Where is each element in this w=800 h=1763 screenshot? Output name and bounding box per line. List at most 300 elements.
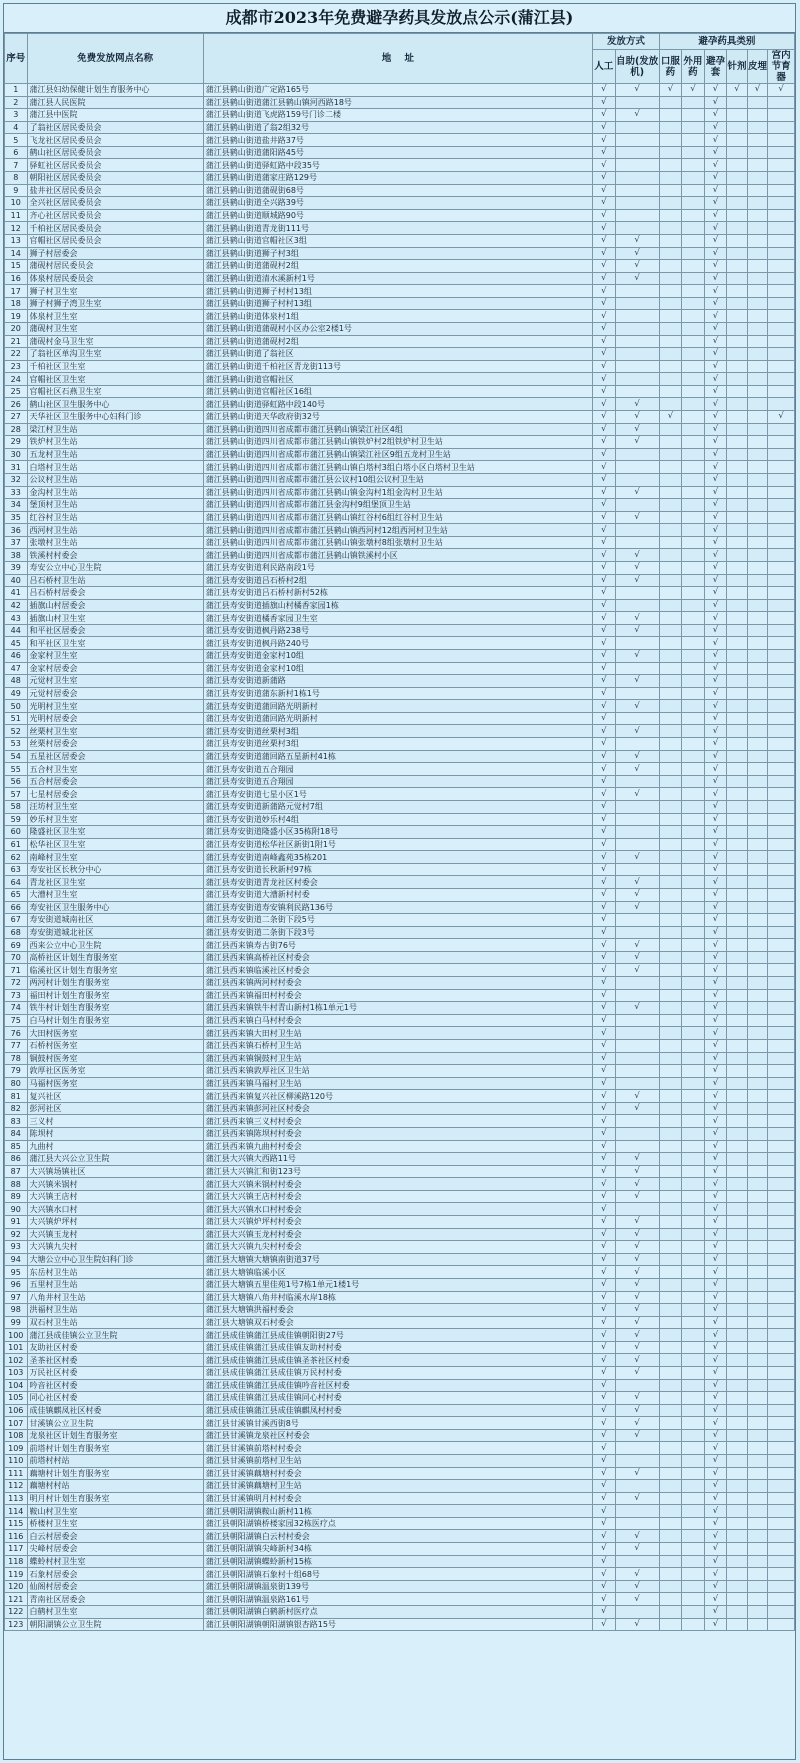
check-condom: √ <box>704 1316 727 1329</box>
check-iud <box>768 738 795 751</box>
site-name: 蒲江县人民医院 <box>27 96 203 109</box>
check-iud <box>768 561 795 574</box>
check-oral <box>659 1027 682 1040</box>
row-number: 36 <box>5 524 28 537</box>
row-number: 121 <box>5 1593 28 1606</box>
check-oral <box>659 1329 682 1342</box>
check-external <box>682 511 705 524</box>
check-external <box>682 1291 705 1304</box>
row-number: 34 <box>5 499 28 512</box>
check-iud <box>768 260 795 273</box>
check-machine <box>615 1052 659 1065</box>
check-iud <box>768 687 795 700</box>
check-iud <box>768 637 795 650</box>
check-machine <box>615 1140 659 1153</box>
site-address: 蒲江县西来镇石桥村卫生站 <box>203 1039 592 1052</box>
check-iud <box>768 1341 795 1354</box>
check-iud <box>768 1027 795 1040</box>
check-condom: √ <box>704 297 727 310</box>
check-oral <box>659 750 682 763</box>
check-oral <box>659 536 682 549</box>
check-iud <box>768 197 795 210</box>
check-machine <box>615 209 659 222</box>
check-injection <box>727 385 747 398</box>
check-implant <box>747 222 767 235</box>
check-condom: √ <box>704 146 727 159</box>
check-implant <box>747 687 767 700</box>
check-manual: √ <box>593 1366 616 1379</box>
check-iud <box>768 360 795 373</box>
check-manual: √ <box>593 1178 616 1191</box>
check-oral <box>659 1618 682 1631</box>
table-row <box>5 951 795 964</box>
site-name: 蒲砚村金马卫生室 <box>27 335 203 348</box>
site-name: 和平社区卫生室 <box>27 637 203 650</box>
check-injection <box>727 574 747 587</box>
check-manual: √ <box>593 1354 616 1367</box>
check-implant <box>747 109 767 122</box>
check-iud <box>768 184 795 197</box>
site-name: 仙阁村居委会 <box>27 1580 203 1593</box>
check-machine <box>615 322 659 335</box>
check-oral <box>659 599 682 612</box>
check-external <box>682 1480 705 1493</box>
check-external <box>682 1102 705 1115</box>
check-manual: √ <box>593 1102 616 1115</box>
site-name: 藕塘村村站 <box>27 1480 203 1493</box>
table-row <box>5 1442 795 1455</box>
site-name: 体泉村居民委员会 <box>27 272 203 285</box>
check-oral <box>659 461 682 474</box>
check-injection <box>727 1304 747 1317</box>
check-external <box>682 574 705 587</box>
check-oral <box>659 561 682 574</box>
check-machine <box>615 863 659 876</box>
check-injection <box>727 297 747 310</box>
check-oral <box>659 322 682 335</box>
check-condom: √ <box>704 109 727 122</box>
check-machine: √ <box>615 750 659 763</box>
check-machine <box>615 1203 659 1216</box>
check-implant <box>747 360 767 373</box>
check-injection <box>727 1241 747 1254</box>
site-address: 蒲江县鹤山街道蒲砚街68号 <box>203 184 592 197</box>
site-name: 明月村计划生育服务室 <box>27 1492 203 1505</box>
check-external <box>682 297 705 310</box>
check-oral <box>659 1115 682 1128</box>
check-machine <box>615 197 659 210</box>
table-row <box>5 612 795 625</box>
check-machine: √ <box>615 511 659 524</box>
site-name: 红谷村卫生站 <box>27 511 203 524</box>
check-external <box>682 1517 705 1530</box>
check-condom: √ <box>704 524 727 537</box>
check-external <box>682 951 705 964</box>
check-injection <box>727 184 747 197</box>
site-address: 蒲江县大兴镇炉坪村村委会 <box>203 1216 592 1229</box>
check-iud <box>768 1039 795 1052</box>
row-number: 18 <box>5 297 28 310</box>
check-machine <box>615 977 659 990</box>
check-external <box>682 599 705 612</box>
check-condom: √ <box>704 1216 727 1229</box>
check-oral: √ <box>659 84 682 97</box>
check-manual: √ <box>593 159 616 172</box>
site-address: 蒲江县鹤山街道四川省成都市蒲江县鹤山镇西河村12组西河村卫生站 <box>203 524 592 537</box>
check-iud <box>768 1077 795 1090</box>
site-name: 白马村计划生育服务室 <box>27 1014 203 1027</box>
check-oral <box>659 184 682 197</box>
row-number: 123 <box>5 1618 28 1631</box>
check-iud <box>768 1404 795 1417</box>
row-number: 10 <box>5 197 28 210</box>
site-address: 蒲江县成佳镇蒲江县成佳镇朝阳街27号 <box>203 1329 592 1342</box>
check-external <box>682 650 705 663</box>
check-manual: √ <box>593 448 616 461</box>
site-name: 体泉村卫生室 <box>27 310 203 323</box>
check-implant <box>747 398 767 411</box>
site-name: 石象村居委会 <box>27 1568 203 1581</box>
check-external <box>682 1379 705 1392</box>
check-machine <box>615 473 659 486</box>
check-implant <box>747 1530 767 1543</box>
check-oral <box>659 285 682 298</box>
row-number: 1 <box>5 84 28 97</box>
row-number: 13 <box>5 234 28 247</box>
check-iud <box>768 750 795 763</box>
check-external <box>682 826 705 839</box>
check-injection <box>727 951 747 964</box>
check-condom: √ <box>704 134 727 147</box>
check-iud <box>768 172 795 185</box>
site-address: 蒲江县鹤山街道狮子村村13组 <box>203 297 592 310</box>
check-implant <box>747 1002 767 1015</box>
check-machine: √ <box>615 624 659 637</box>
row-number: 87 <box>5 1165 28 1178</box>
table-row <box>5 134 795 147</box>
row-number: 30 <box>5 448 28 461</box>
check-injection <box>727 121 747 134</box>
table-row <box>5 310 795 323</box>
check-implant <box>747 297 767 310</box>
check-external <box>682 473 705 486</box>
site-address: 蒲江县寿安街道新蒲路 <box>203 675 592 688</box>
site-address: 蒲江县朝阳湖镇白鹤新村医疗点 <box>203 1605 592 1618</box>
check-oral <box>659 524 682 537</box>
check-condom: √ <box>704 1417 727 1430</box>
check-injection <box>727 172 747 185</box>
check-manual: √ <box>593 84 616 97</box>
table-row <box>5 1366 795 1379</box>
row-number: 117 <box>5 1543 28 1556</box>
check-manual: √ <box>593 222 616 235</box>
check-manual: √ <box>593 536 616 549</box>
check-external <box>682 738 705 751</box>
check-injection <box>727 234 747 247</box>
check-implant <box>747 662 767 675</box>
check-external <box>682 398 705 411</box>
site-name: 寿安街道城南社区 <box>27 914 203 927</box>
table-row <box>5 1480 795 1493</box>
check-iud <box>768 549 795 562</box>
check-condom: √ <box>704 863 727 876</box>
check-condom: √ <box>704 222 727 235</box>
row-number: 114 <box>5 1505 28 1518</box>
check-machine <box>615 687 659 700</box>
check-iud <box>768 800 795 813</box>
check-manual: √ <box>593 1304 616 1317</box>
check-injection <box>727 650 747 663</box>
check-oral <box>659 222 682 235</box>
row-number: 14 <box>5 247 28 260</box>
check-implant <box>747 448 767 461</box>
check-manual: √ <box>593 687 616 700</box>
check-manual: √ <box>593 172 616 185</box>
table-row <box>5 788 795 801</box>
site-name: 蒲江县大兴公立卫生院 <box>27 1153 203 1166</box>
check-external <box>682 926 705 939</box>
row-number: 64 <box>5 876 28 889</box>
check-machine <box>615 297 659 310</box>
check-oral <box>659 813 682 826</box>
header-manual: 人工 <box>593 50 616 84</box>
check-implant <box>747 209 767 222</box>
check-external <box>682 964 705 977</box>
site-address: 蒲江县西来镇三义村村委会 <box>203 1115 592 1128</box>
header-oral: 口服药 <box>659 50 682 84</box>
site-address: 蒲江县大塘镇五里佳苑1号7栋1单元1楼1号 <box>203 1278 592 1291</box>
check-implant <box>747 285 767 298</box>
site-name: 万民社区村委 <box>27 1366 203 1379</box>
check-iud <box>768 599 795 612</box>
site-address: 蒲江县鹤山街道蒲砚村2组 <box>203 260 592 273</box>
site-address: 蒲江县鹤山街道全兴路39号 <box>203 197 592 210</box>
site-name: 西河村卫生站 <box>27 524 203 537</box>
check-injection <box>727 788 747 801</box>
site-address: 蒲江县寿安街道蒲回路光明新村 <box>203 712 592 725</box>
check-condom: √ <box>704 1253 727 1266</box>
check-manual: √ <box>593 813 616 826</box>
check-injection <box>727 838 747 851</box>
site-name: 成佳镇麒凤社区村委 <box>27 1404 203 1417</box>
site-address: 蒲江县鹤山街道蒲江县鹤山镇河西路18号 <box>203 96 592 109</box>
check-external <box>682 1002 705 1015</box>
check-iud <box>768 914 795 927</box>
check-condom: √ <box>704 775 727 788</box>
check-oral <box>659 272 682 285</box>
site-name: 大兴镇场镇社区 <box>27 1165 203 1178</box>
check-external <box>682 184 705 197</box>
check-condom: √ <box>704 1039 727 1052</box>
check-condom: √ <box>704 272 727 285</box>
check-implant <box>747 901 767 914</box>
check-external <box>682 146 705 159</box>
check-external <box>682 1618 705 1631</box>
check-iud <box>768 1580 795 1593</box>
check-manual: √ <box>593 863 616 876</box>
check-condom: √ <box>704 1102 727 1115</box>
check-oral <box>659 1517 682 1530</box>
site-address: 蒲江县朝阳湖镇石象村十组68号 <box>203 1568 592 1581</box>
check-implant <box>747 700 767 713</box>
site-name: 寿安街道城北社区 <box>27 926 203 939</box>
site-address: 蒲江县鹤山街道广定路165号 <box>203 84 592 97</box>
row-number: 111 <box>5 1467 28 1480</box>
check-oral <box>659 775 682 788</box>
table-row <box>5 1605 795 1618</box>
site-address: 蒲江县寿安街道丝栗村3组 <box>203 738 592 751</box>
site-name: 光明村居委会 <box>27 712 203 725</box>
site-address: 蒲江县鹤山街道蒲家庄路129号 <box>203 172 592 185</box>
check-manual: √ <box>593 423 616 436</box>
check-condom: √ <box>704 549 727 562</box>
check-manual: √ <box>593 989 616 1002</box>
check-condom: √ <box>704 172 727 185</box>
check-manual: √ <box>593 1165 616 1178</box>
check-implant <box>747 1140 767 1153</box>
row-number: 119 <box>5 1568 28 1581</box>
check-manual: √ <box>593 1316 616 1329</box>
check-oral <box>659 826 682 839</box>
check-injection <box>727 599 747 612</box>
table-row <box>5 1027 795 1040</box>
check-manual: √ <box>593 1568 616 1581</box>
check-condom: √ <box>704 914 727 927</box>
table-row <box>5 637 795 650</box>
check-iud <box>768 725 795 738</box>
check-machine: √ <box>615 1304 659 1317</box>
check-machine: √ <box>615 612 659 625</box>
site-name: 福田村计划生育服务室 <box>27 989 203 1002</box>
check-injection <box>727 662 747 675</box>
check-iud: √ <box>768 411 795 424</box>
row-number: 22 <box>5 348 28 361</box>
check-condom: √ <box>704 738 727 751</box>
site-address: 蒲江县寿安街道寿安镇利民路136号 <box>203 901 592 914</box>
check-implant <box>747 1505 767 1518</box>
row-number: 19 <box>5 310 28 323</box>
check-implant <box>747 1492 767 1505</box>
check-external <box>682 1190 705 1203</box>
check-machine <box>615 1442 659 1455</box>
check-iud <box>768 373 795 386</box>
site-address: 蒲江县寿安街道青龙社区村委会 <box>203 876 592 889</box>
site-name: 丝栗村居委会 <box>27 738 203 751</box>
check-injection <box>727 549 747 562</box>
check-injection <box>727 587 747 600</box>
table-row <box>5 385 795 398</box>
check-condom: √ <box>704 184 727 197</box>
site-address: 蒲江县寿安街道新蒲路元觉村7组 <box>203 800 592 813</box>
check-injection <box>727 1190 747 1203</box>
check-implant <box>747 1341 767 1354</box>
check-oral <box>659 1077 682 1090</box>
check-injection <box>727 486 747 499</box>
check-implant <box>747 1555 767 1568</box>
check-condom: √ <box>704 1618 727 1631</box>
check-iud <box>768 650 795 663</box>
site-address: 蒲江县鹤山街道天华政府街32号 <box>203 411 592 424</box>
check-machine <box>615 826 659 839</box>
check-injection <box>727 1065 747 1078</box>
check-injection <box>727 473 747 486</box>
check-iud <box>768 1065 795 1078</box>
check-injection <box>727 1127 747 1140</box>
check-condom: √ <box>704 1379 727 1392</box>
check-external <box>682 1392 705 1405</box>
check-condom: √ <box>704 473 727 486</box>
check-machine <box>615 813 659 826</box>
check-external <box>682 1366 705 1379</box>
check-injection <box>727 851 747 864</box>
site-address: 蒲江县寿安街道枫丹路238号 <box>203 624 592 637</box>
check-oral <box>659 712 682 725</box>
site-name: 五合村居委会 <box>27 775 203 788</box>
site-name: 蒲砚村卫生室 <box>27 322 203 335</box>
site-address: 蒲江县寿安街道五合翔园 <box>203 763 592 776</box>
check-iud <box>768 1014 795 1027</box>
site-address: 蒲江县鹤山街道四川省成都市蒲江县公议村10组公议村卫生站 <box>203 473 592 486</box>
site-name: 大兴镇炉坪村 <box>27 1216 203 1229</box>
check-condom: √ <box>704 1077 727 1090</box>
check-injection <box>727 1178 747 1191</box>
site-name: 元觉村卫生室 <box>27 675 203 688</box>
check-external <box>682 1077 705 1090</box>
site-name: 白塔村卫生站 <box>27 461 203 474</box>
check-implant <box>747 863 767 876</box>
table-row <box>5 926 795 939</box>
site-address: 蒲江县西来镇寿古街76号 <box>203 939 592 952</box>
site-address: 蒲江县鹤山街道了翁2组32号 <box>203 121 592 134</box>
check-injection <box>727 1568 747 1581</box>
check-iud <box>768 1366 795 1379</box>
site-address: 蒲江县寿安街道隆盛小区35栋附18号 <box>203 826 592 839</box>
check-oral <box>659 348 682 361</box>
check-iud <box>768 1480 795 1493</box>
check-iud <box>768 813 795 826</box>
check-external <box>682 1404 705 1417</box>
site-address: 蒲江县大塘镇双石村委会 <box>203 1316 592 1329</box>
check-implant <box>747 1052 767 1065</box>
check-oral <box>659 989 682 1002</box>
check-implant <box>747 348 767 361</box>
site-name: 全兴社区居民委员会 <box>27 197 203 210</box>
site-name: 堡顶村卫生站 <box>27 499 203 512</box>
check-manual: √ <box>593 587 616 600</box>
check-iud <box>768 272 795 285</box>
site-name: 张墩村卫生站 <box>27 536 203 549</box>
check-external <box>682 423 705 436</box>
row-number: 31 <box>5 461 28 474</box>
row-number: 89 <box>5 1190 28 1203</box>
check-condom: √ <box>704 411 727 424</box>
row-number: 79 <box>5 1065 28 1078</box>
table-row <box>5 411 795 424</box>
site-address: 蒲江县大兴镇大西路11号 <box>203 1153 592 1166</box>
check-machine <box>615 373 659 386</box>
row-number: 41 <box>5 587 28 600</box>
check-oral: √ <box>659 411 682 424</box>
row-number: 48 <box>5 675 28 688</box>
site-name: 寿安社区长秋分中心 <box>27 863 203 876</box>
check-external <box>682 234 705 247</box>
check-machine: √ <box>615 889 659 902</box>
check-machine: √ <box>615 1593 659 1606</box>
check-implant <box>747 851 767 864</box>
site-address: 蒲江县鹤山街道四川省成都市蒲江县鹤山镇铁溪村小区 <box>203 549 592 562</box>
site-name: 彭河社区 <box>27 1102 203 1115</box>
row-number: 5 <box>5 134 28 147</box>
